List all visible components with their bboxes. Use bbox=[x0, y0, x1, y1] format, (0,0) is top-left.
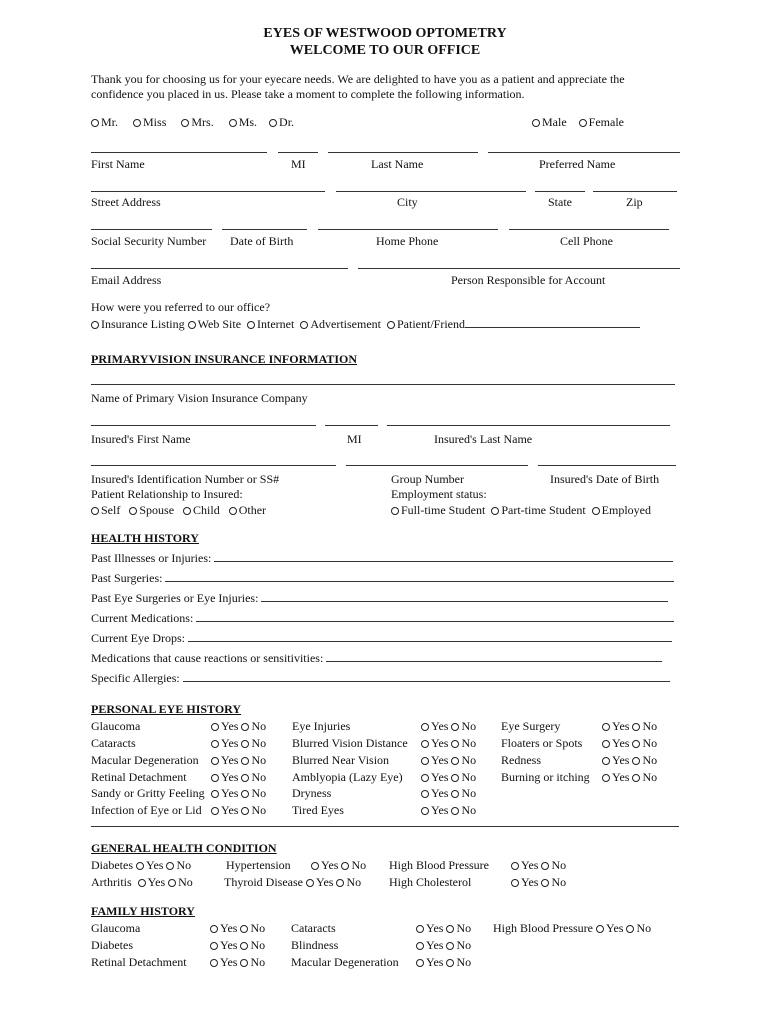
radio-circle-icon bbox=[129, 507, 137, 515]
radio-circle-icon bbox=[602, 757, 610, 765]
radio-circle-icon bbox=[166, 862, 174, 870]
insured-first-name-label: Insured's First Name bbox=[91, 432, 191, 446]
past-surgeries-field[interactable] bbox=[165, 571, 674, 582]
fh-glaucoma-label: Glaucoma bbox=[91, 921, 141, 935]
insured-first-name-field[interactable] bbox=[91, 425, 316, 426]
yes-no-toggle[interactable]: Yes No bbox=[602, 753, 657, 767]
radio-circle-icon bbox=[596, 925, 604, 933]
first-name-label: First Name bbox=[91, 157, 145, 171]
radio-circle-icon bbox=[211, 807, 219, 815]
radio-circle-icon bbox=[451, 740, 459, 748]
yes-no-toggle[interactable]: Yes No bbox=[211, 736, 266, 750]
radio-circle-icon bbox=[241, 740, 249, 748]
radio-employed[interactable]: Employed bbox=[592, 503, 651, 517]
preferred-name-field[interactable] bbox=[488, 152, 680, 153]
street-address-field[interactable] bbox=[91, 191, 325, 192]
radio-circle-icon bbox=[247, 321, 255, 329]
email-field[interactable] bbox=[91, 268, 348, 269]
yes-no-toggle[interactable]: Yes No bbox=[311, 858, 366, 872]
radio-circle-icon bbox=[451, 774, 459, 782]
past-surgeries-row: Past Surgeries: bbox=[91, 571, 674, 585]
radio-circle-icon bbox=[168, 879, 176, 887]
insured-last-name-label: Insured's Last Name bbox=[434, 432, 533, 446]
intro-text-line-1: Thank you for choosing us for your eyecare needs. We are delighted to have you as a patient and appreciate the bbox=[91, 72, 625, 86]
practice-title: EYES OF WESTWOOD OPTOMETRY bbox=[263, 26, 507, 41]
general-health-header: GENERAL HEALTH CONDITION bbox=[91, 841, 277, 855]
radio-other[interactable]: Other bbox=[229, 503, 266, 517]
gh-high-bp-label: High Blood Pressure bbox=[389, 858, 489, 872]
radio-circle-icon bbox=[632, 774, 640, 782]
past-illnesses-row: Past Illnesses or Injuries: bbox=[91, 551, 673, 565]
cell-phone-field[interactable] bbox=[509, 229, 669, 230]
radio-circle-icon bbox=[91, 507, 99, 515]
insurance-header: PRIMARYVISION INSURANCE INFORMATION bbox=[91, 352, 358, 366]
insured-last-name-field[interactable] bbox=[387, 425, 670, 426]
yes-no-toggle[interactable]: Yes No bbox=[211, 753, 266, 767]
past-eye-surgeries-field[interactable] bbox=[261, 591, 668, 602]
state-label: State bbox=[548, 195, 572, 209]
past-eye-surgeries-row: Past Eye Surgeries or Eye Injuries: bbox=[91, 591, 668, 605]
radio-circle-icon bbox=[188, 321, 196, 329]
radio-circle-icon bbox=[421, 723, 429, 731]
radio-spouse[interactable]: Spouse bbox=[129, 503, 174, 517]
last-name-field[interactable] bbox=[328, 152, 478, 153]
yes-no-toggle[interactable]: Yes No bbox=[210, 955, 265, 969]
city-field[interactable] bbox=[336, 191, 526, 192]
yes-no-toggle[interactable]: Yes No bbox=[416, 921, 471, 935]
insured-dob-field[interactable] bbox=[538, 465, 676, 466]
yes-no-toggle[interactable]: Yes No bbox=[421, 719, 476, 733]
radio-circle-icon bbox=[421, 774, 429, 782]
yes-no-toggle[interactable]: Yes No bbox=[210, 938, 265, 952]
radio-circle-icon bbox=[592, 507, 600, 515]
radio-circle-icon bbox=[421, 757, 429, 765]
radio-circle-icon bbox=[387, 321, 395, 329]
specific-allergies-row: Specific Allergies: bbox=[91, 671, 670, 685]
radio-child[interactable]: Child bbox=[183, 503, 220, 517]
street-address-label: Street Address bbox=[91, 195, 161, 209]
gh-arthritis-row: Arthritis Yes No bbox=[91, 875, 193, 889]
welcome-subtitle: WELCOME TO OUR OFFICE bbox=[289, 43, 481, 58]
eye-cataracts-label: Cataracts bbox=[91, 736, 136, 750]
radio-circle-icon bbox=[532, 119, 540, 127]
referral-options bbox=[91, 317, 640, 331]
radio-circle-icon bbox=[421, 790, 429, 798]
radio-insurance-listing[interactable]: Insurance Listing bbox=[91, 317, 185, 331]
radio-circle-icon bbox=[210, 959, 218, 967]
radio-dr[interactable]: Dr. bbox=[269, 115, 294, 129]
radio-circle-icon bbox=[240, 942, 248, 950]
medication-reactions-field[interactable] bbox=[326, 651, 662, 662]
group-number-label: Group Number bbox=[391, 472, 464, 486]
yes-no-toggle[interactable]: Yes No bbox=[602, 719, 657, 733]
yes-no-toggle[interactable]: Yes No bbox=[596, 921, 651, 935]
radio-circle-icon bbox=[210, 925, 218, 933]
radio-internet[interactable]: Internet bbox=[247, 317, 294, 331]
radio-circle-icon bbox=[211, 790, 219, 798]
radio-circle-icon bbox=[211, 757, 219, 765]
radio-circle-icon bbox=[541, 879, 549, 887]
eye-blurred-near-label: Blurred Near Vision bbox=[292, 753, 390, 767]
zip-field[interactable] bbox=[593, 191, 677, 192]
relationship-label: Patient Relationship to Insured: bbox=[91, 487, 243, 501]
radio-circle-icon bbox=[446, 942, 454, 950]
radio-circle-icon bbox=[211, 740, 219, 748]
radio-advertisement[interactable]: Advertisement bbox=[300, 317, 381, 331]
radio-circle-icon bbox=[451, 757, 459, 765]
referral-other-field[interactable] bbox=[465, 317, 640, 328]
yes-no-toggle[interactable]: Yes No bbox=[602, 736, 657, 750]
insured-mi-field[interactable] bbox=[325, 425, 378, 426]
radio-circle-icon bbox=[311, 862, 319, 870]
radio-web-site[interactable]: Web Site bbox=[188, 317, 241, 331]
radio-circle-icon bbox=[632, 757, 640, 765]
yes-no-toggle[interactable]: Yes No bbox=[416, 955, 471, 969]
eye-dryness-label: Dryness bbox=[292, 786, 332, 800]
radio-circle-icon bbox=[446, 925, 454, 933]
radio-circle-icon bbox=[269, 119, 277, 127]
yes-no-toggle[interactable]: Yes No bbox=[421, 803, 476, 817]
state-field[interactable] bbox=[535, 191, 585, 192]
radio-circle-icon bbox=[241, 757, 249, 765]
dob-label: Date of Birth bbox=[230, 234, 294, 248]
radio-self[interactable]: Self bbox=[91, 503, 120, 517]
dob-field[interactable] bbox=[222, 229, 307, 230]
eye-amblyopia-label: Amblyopia (Lazy Eye) bbox=[292, 770, 403, 784]
radio-circle-icon bbox=[446, 959, 454, 967]
current-medications-field[interactable] bbox=[196, 611, 674, 622]
fh-high-bp-row: High Blood Pressure Yes No bbox=[493, 921, 652, 935]
fh-diabetes-label: Diabetes bbox=[91, 938, 133, 952]
insured-dob-label: Insured's Date of Birth bbox=[550, 472, 660, 486]
radio-part-time-student[interactable]: Part-time Student bbox=[491, 503, 585, 517]
radio-circle-icon bbox=[579, 119, 587, 127]
radio-circle-icon bbox=[336, 879, 344, 887]
employment-options bbox=[391, 503, 651, 517]
eye-glaucoma-label: Glaucoma bbox=[91, 719, 141, 733]
radio-circle-icon bbox=[511, 879, 519, 887]
radio-circle-icon bbox=[91, 119, 99, 127]
current-eye-drops-field[interactable] bbox=[188, 631, 672, 642]
radio-circle-icon bbox=[133, 119, 141, 127]
responsible-person-label: Person Responsible for Account bbox=[451, 273, 606, 287]
health-history-header: HEALTH HISTORY bbox=[91, 531, 199, 545]
radio-mrs[interactable]: Mrs. bbox=[181, 115, 213, 129]
radio-circle-icon bbox=[181, 119, 189, 127]
eye-retinal-label: Retinal Detachment bbox=[91, 770, 187, 784]
yes-no-toggle[interactable]: Yes No bbox=[211, 770, 266, 784]
radio-circle-icon bbox=[391, 507, 399, 515]
fh-retinal-label: Retinal Detachment bbox=[91, 955, 187, 969]
radio-circle-icon bbox=[491, 507, 499, 515]
yes-no-toggle[interactable]: Yes No bbox=[211, 719, 266, 733]
radio-female[interactable]: Female bbox=[579, 115, 624, 129]
radio-circle-icon bbox=[210, 942, 218, 950]
current-eye-drops-row: Current Eye Drops: bbox=[91, 631, 672, 645]
yes-no-toggle[interactable]: Yes No bbox=[511, 875, 566, 889]
yes-no-toggle[interactable]: Yes No bbox=[421, 786, 476, 800]
radio-circle-icon bbox=[91, 321, 99, 329]
radio-circle-icon bbox=[511, 862, 519, 870]
radio-circle-icon bbox=[602, 740, 610, 748]
radio-circle-icon bbox=[421, 807, 429, 815]
home-phone-label: Home Phone bbox=[376, 234, 439, 248]
radio-circle-icon bbox=[416, 942, 424, 950]
radio-circle-icon bbox=[300, 321, 308, 329]
gh-cholesterol-label: High Cholesterol bbox=[389, 875, 472, 889]
family-history-header: FAMILY HISTORY bbox=[91, 904, 195, 918]
preferred-name-label: Preferred Name bbox=[539, 157, 616, 171]
city-label: City bbox=[397, 195, 418, 209]
salutation-group bbox=[91, 115, 294, 129]
radio-circle-icon bbox=[541, 862, 549, 870]
current-medications-row: Current Medications: bbox=[91, 611, 674, 625]
radio-circle-icon bbox=[241, 807, 249, 815]
radio-circle-icon bbox=[626, 925, 634, 933]
gender-group bbox=[532, 115, 624, 129]
first-name-field[interactable] bbox=[91, 152, 267, 153]
radio-circle-icon bbox=[241, 774, 249, 782]
radio-circle-icon bbox=[211, 774, 219, 782]
radio-circle-icon bbox=[241, 723, 249, 731]
eye-surgery-label: Eye Surgery bbox=[501, 719, 561, 733]
radio-circle-icon bbox=[421, 740, 429, 748]
eye-sandy-label: Sandy or Gritty Feeling bbox=[91, 786, 205, 800]
radio-circle-icon bbox=[306, 879, 314, 887]
intro-text-line-2: confidence you placed in us. Please take a moment to complete the following information. bbox=[91, 87, 525, 101]
specific-allergies-field[interactable] bbox=[183, 671, 670, 682]
radio-circle-icon bbox=[451, 723, 459, 731]
radio-male[interactable]: Male bbox=[532, 115, 567, 129]
radio-circle-icon bbox=[602, 723, 610, 731]
radio-miss[interactable]: Miss bbox=[133, 115, 166, 129]
past-illnesses-field[interactable] bbox=[214, 551, 673, 562]
yes-no-toggle[interactable]: Yes No bbox=[416, 938, 471, 952]
radio-mr[interactable]: Mr. bbox=[91, 115, 118, 129]
yes-no-toggle[interactable]: Yes No bbox=[421, 770, 476, 784]
radio-circle-icon bbox=[240, 959, 248, 967]
radio-circle-icon bbox=[451, 790, 459, 798]
home-phone-field[interactable] bbox=[318, 229, 498, 230]
yes-no-toggle[interactable]: Yes No bbox=[421, 753, 476, 767]
radio-circle-icon bbox=[451, 807, 459, 815]
gh-diabetes-row: Diabetes Yes No bbox=[91, 858, 192, 872]
eye-burning-label: Burning or itching bbox=[501, 770, 590, 784]
yes-no-toggle[interactable]: Yes No bbox=[210, 921, 265, 935]
eye-infection-label: Infection of Eye or Lid bbox=[91, 803, 202, 817]
ssn-label: Social Security Number bbox=[91, 234, 207, 248]
fh-macular-label: Macular Degeneration bbox=[291, 955, 399, 969]
radio-circle-icon bbox=[229, 119, 237, 127]
section-divider bbox=[91, 826, 679, 827]
radio-circle-icon bbox=[241, 790, 249, 798]
mi-field[interactable] bbox=[278, 152, 318, 153]
radio-ms[interactable]: Ms. bbox=[229, 115, 257, 129]
radio-circle-icon bbox=[416, 959, 424, 967]
radio-circle-icon bbox=[632, 740, 640, 748]
cell-phone-label: Cell Phone bbox=[560, 234, 613, 248]
zip-label: Zip bbox=[626, 195, 643, 209]
eye-injuries-label: Eye Injuries bbox=[292, 719, 351, 733]
radio-circle-icon bbox=[632, 723, 640, 731]
relationship-options bbox=[91, 503, 266, 517]
personal-eye-history-header: PERSONAL EYE HISTORY bbox=[91, 702, 242, 716]
insured-id-field[interactable] bbox=[91, 465, 336, 466]
eye-floaters-label: Floaters or Spots bbox=[501, 736, 583, 750]
eye-tired-label: Tired Eyes bbox=[292, 803, 344, 817]
radio-circle-icon bbox=[341, 862, 349, 870]
radio-circle-icon bbox=[240, 925, 248, 933]
group-number-field[interactable] bbox=[346, 465, 528, 466]
employment-label: Employment status: bbox=[391, 487, 487, 501]
radio-circle-icon bbox=[183, 507, 191, 515]
yes-no-toggle[interactable]: Yes No bbox=[136, 858, 191, 872]
eye-blurred-distance-label: Blurred Vision Distance bbox=[292, 736, 408, 750]
insurance-company-label: Name of Primary Vision Insurance Company bbox=[91, 391, 308, 405]
yes-no-toggle[interactable]: Yes No bbox=[602, 770, 657, 784]
yes-no-toggle[interactable]: Yes No bbox=[211, 786, 266, 800]
yes-no-toggle[interactable]: Yes No bbox=[211, 803, 266, 817]
radio-circle-icon bbox=[602, 774, 610, 782]
radio-circle-icon bbox=[416, 925, 424, 933]
fh-cataracts-label: Cataracts bbox=[291, 921, 336, 935]
last-name-label: Last Name bbox=[371, 157, 424, 171]
radio-circle-icon bbox=[229, 507, 237, 515]
responsible-person-field[interactable] bbox=[358, 268, 680, 269]
medication-reactions-row: Medications that cause reactions or sensitivities: bbox=[91, 651, 662, 665]
fh-blindness-label: Blindness bbox=[291, 938, 339, 952]
yes-no-toggle[interactable]: Yes No bbox=[138, 875, 193, 889]
insurance-company-field[interactable] bbox=[91, 384, 675, 385]
email-label: Email Address bbox=[91, 273, 162, 287]
gh-thyroid-row: Thyroid Disease Yes No bbox=[224, 875, 362, 889]
radio-full-time-student[interactable]: Full-time Student bbox=[391, 503, 485, 517]
radio-circle-icon bbox=[211, 723, 219, 731]
yes-no-toggle[interactable]: Yes No bbox=[511, 858, 566, 872]
gh-hypertension-label: Hypertension bbox=[226, 858, 291, 872]
insured-mi-label: MI bbox=[347, 432, 362, 446]
insured-id-label: Insured's Identification Number or SS# bbox=[91, 472, 280, 486]
ssn-field[interactable] bbox=[91, 229, 212, 230]
referral-question: How were you referred to our office? bbox=[91, 300, 271, 314]
radio-circle-icon bbox=[136, 862, 144, 870]
yes-no-toggle[interactable]: Yes No bbox=[421, 736, 476, 750]
mi-label: MI bbox=[291, 157, 306, 171]
radio-patient-friend[interactable]: Patient/Friend bbox=[387, 317, 465, 331]
eye-macular-label: Macular Degeneration bbox=[91, 753, 199, 767]
eye-redness-label: Redness bbox=[501, 753, 541, 767]
radio-circle-icon bbox=[138, 879, 146, 887]
yes-no-toggle[interactable]: Yes No bbox=[306, 875, 361, 889]
